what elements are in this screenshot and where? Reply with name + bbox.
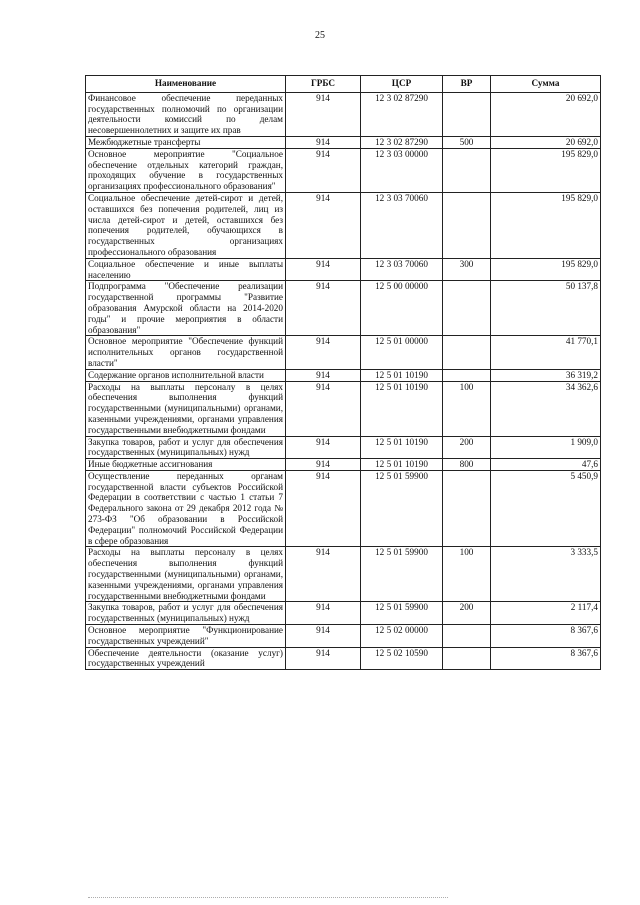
cell-grbs: 914 [286,459,361,471]
table-row [86,336,601,369]
cell-csr: 12 5 02 00000 [361,625,443,648]
cell-sum: 20 692,0 [491,92,601,136]
cell-csr: 12 5 01 00000 [361,336,443,369]
cell-csr: 12 5 01 59900 [361,602,443,625]
cell-name: Содержание органов исполнительной власти [86,369,286,381]
cell-sum: 3 333,5 [491,547,601,602]
cell-name: Закупка товаров, работ и услуг для обеспечения государственных (муниципальных) нужд [86,602,286,625]
cell-name: Межбюджетные трансферты [86,136,286,148]
cell-vr [443,470,491,547]
cell-vr: 500 [443,136,491,148]
cell-sum: 8 367,6 [491,647,601,670]
cell-name: Основное мероприятие "Функционирование государственных учреждений" [86,625,286,648]
cell-vr [443,336,491,369]
cell-name: Основное мероприятие "Обеспечение функций исполнительных органов государственной власти" [86,336,286,369]
cell-vr: 200 [443,602,491,625]
cell-grbs: 914 [286,92,361,136]
page-number: 25 [315,30,325,41]
cell-grbs: 914 [286,136,361,148]
cell-csr: 12 3 03 70060 [361,192,443,258]
table-row [86,547,601,602]
table-header-row [86,76,601,93]
cell-csr: 12 3 03 00000 [361,148,443,192]
cell-vr [443,192,491,258]
cell-vr [443,281,491,336]
cell-csr: 12 5 01 10190 [361,369,443,381]
table-row [86,647,601,670]
column-header-csr: ЦСР [361,76,443,93]
cell-csr: 12 5 02 10590 [361,647,443,670]
cell-name: Расходы на выплаты персоналу в целях обеспечения выполнения функций государственными (муниципальными) органами, казенными учреждениями, органами управления государственными внебюджетными фондами [86,547,286,602]
table-row [86,381,601,436]
cell-csr: 12 3 02 87290 [361,92,443,136]
cell-name: Финансовое обеспечение переданных государственных полномочий по организации деятельности комиссий по делам несовершеннолетних и защите их прав [86,92,286,136]
cell-csr: 12 5 01 10190 [361,436,443,459]
cell-vr [443,92,491,136]
cell-csr: 12 3 02 87290 [361,136,443,148]
cell-name: Закупка товаров, работ и услуг для обеспечения государственных (муниципальных) нужд [86,436,286,459]
cell-vr [443,647,491,670]
cell-name: Обеспечение деятельности (оказание услуг) государственных учреждений [86,647,286,670]
cell-grbs: 914 [286,625,361,648]
cell-vr [443,625,491,648]
table-row [86,148,601,192]
cell-vr: 800 [443,459,491,471]
column-header-grbs: ГРБС [286,76,361,93]
cell-vr: 100 [443,547,491,602]
table-row [86,470,601,547]
table-row [86,459,601,471]
cell-sum: 8 367,6 [491,625,601,648]
table-row [86,92,601,136]
cell-grbs: 914 [286,258,361,281]
cell-sum: 1 909,0 [491,436,601,459]
cell-grbs: 914 [286,336,361,369]
column-header-name: Наименование [86,76,286,93]
cell-vr [443,148,491,192]
table-body [86,92,601,669]
cell-grbs: 914 [286,602,361,625]
cell-csr: 12 5 01 10190 [361,381,443,436]
cell-grbs: 914 [286,148,361,192]
cell-sum: 195 829,0 [491,148,601,192]
cell-vr: 300 [443,258,491,281]
cell-csr: 12 3 03 70060 [361,258,443,281]
cell-csr: 12 5 01 59900 [361,470,443,547]
cell-grbs: 914 [286,281,361,336]
budget-table [85,75,601,670]
cell-name: Социальное обеспечение детей-сирот и детей, оставшихся без попечения родителей, лиц из числа детей-сирот и детей, оставшихся без попечения родителей, обучающихся в государственных организациях профессионального образования [86,192,286,258]
table-row [86,258,601,281]
cell-grbs: 914 [286,192,361,258]
cell-grbs: 914 [286,436,361,459]
cell-sum: 20 692,0 [491,136,601,148]
cell-csr: 12 5 01 10190 [361,459,443,471]
cell-vr: 200 [443,436,491,459]
cell-name: Подпрограмма "Обеспечение реализации государственной программы "Развитие образования Амурской области на 2014-2020 годы" и прочие мероприятия в области образования" [86,281,286,336]
column-header-vr: ВР [443,76,491,93]
cell-name: Социальное обеспечение и иные выплаты населению [86,258,286,281]
cell-csr: 12 5 00 00000 [361,281,443,336]
cell-name: Расходы на выплаты персоналу в целях обеспечения выполнения функций государственными (муниципальными) органами, казенными учреждениями, органами управления государственными внебюджетными фондами [86,381,286,436]
cell-vr: 100 [443,381,491,436]
cell-name: Осуществление переданных органам государственной власти субъектов Российской Федерации в соответствии с частью 1 статьи 7 Федерального закона от 29 декабря 2012 года № 273-ФЗ "Об образовании в Российской Федерации" полномочий Российской Федерации в сфере образования [86,470,286,547]
cell-sum: 41 770,1 [491,336,601,369]
cell-vr [443,369,491,381]
table-row [86,281,601,336]
cell-sum: 195 829,0 [491,192,601,258]
cell-grbs: 914 [286,369,361,381]
cell-grbs: 914 [286,647,361,670]
cell-grbs: 914 [286,381,361,436]
cell-sum: 47,6 [491,459,601,471]
cell-sum: 50 137,8 [491,281,601,336]
cell-grbs: 914 [286,470,361,547]
cell-csr: 12 5 01 59900 [361,547,443,602]
cell-sum: 5 450,9 [491,470,601,547]
table-row [86,602,601,625]
column-header-sum: Сумма [491,76,601,93]
table-row [86,625,601,648]
cell-sum: 195 829,0 [491,258,601,281]
cell-sum: 2 117,4 [491,602,601,625]
table-row [86,136,601,148]
table-row [86,192,601,258]
table-row [86,369,601,381]
cell-grbs: 914 [286,547,361,602]
table-row [86,436,601,459]
cell-sum: 34 362,6 [491,381,601,436]
cell-name: Иные бюджетные ассигнования [86,459,286,471]
footer-line [88,893,448,898]
cell-name: Основное мероприятие "Социальное обеспечение отдельных категорий граждан, проходящих обучение в государственных организациях профессионального образования" [86,148,286,192]
cell-sum: 36 319,2 [491,369,601,381]
